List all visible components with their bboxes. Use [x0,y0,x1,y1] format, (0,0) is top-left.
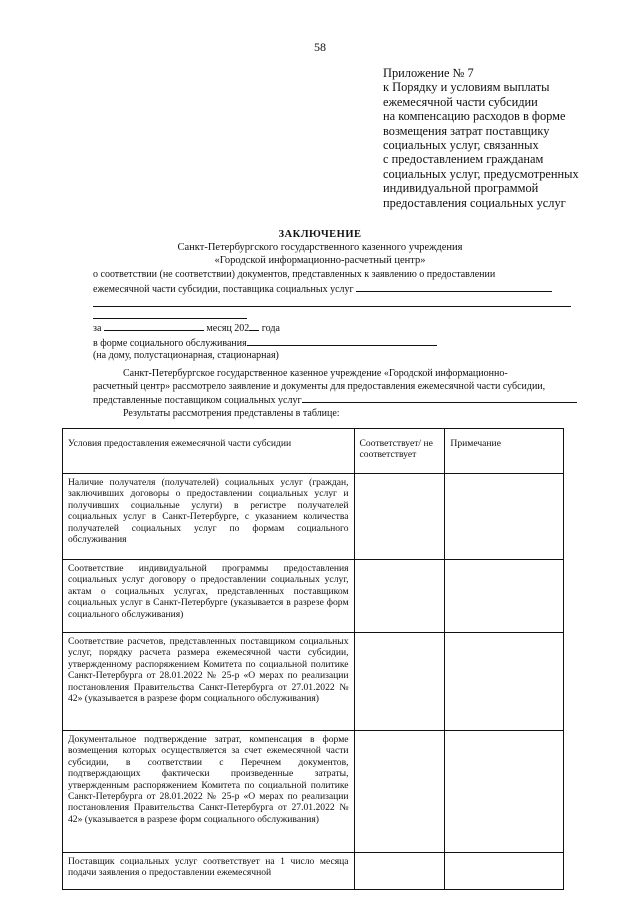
note-cell[interactable] [445,633,564,731]
compliance-cell[interactable] [354,560,445,633]
appendix-line: к Порядку и условиям выплаты [383,80,550,95]
table-row [63,633,564,731]
compliance-cell[interactable] [354,731,445,853]
intro-line-text: ежемесячной части субсидии, поставщика социальных услуг [93,283,354,295]
condition-cell: Соответствие индивидуальной программы предоставления социальных услуг договору о предоставлении социальных услуг, актам о социальных услугах, представленных поставщиком социальных услуг в Санкт-Петербурге (указывается в разрезе форм социального обслуживания) [63,560,355,633]
month-blank[interactable] [104,321,204,331]
appendix-line: социальных услуг, предусмотренных [383,166,579,181]
note-cell[interactable] [445,853,564,890]
blank-line[interactable] [93,306,571,307]
header-compliance: Соответствует/ не соответствует [354,429,445,474]
compliance-cell[interactable] [354,633,445,731]
supplier-name-blank[interactable] [356,282,552,292]
table-row [63,731,564,853]
intro-line [93,282,571,297]
document-title [0,228,640,267]
period-line [93,321,571,336]
form-label: в форме социального обслуживания [93,337,247,349]
paragraph-line: расчетный центр» рассмотрело заявление и документы для предоставления ежемесячной части субсидии, [93,380,546,392]
blank-line[interactable] [93,318,247,319]
table-row [63,474,564,560]
table-row [63,853,564,890]
paragraph-line: Санкт-Петербургское государственное казенное учреждение «Городской информационно- [123,368,508,379]
appendix-line: предоставления социальных услуг [383,195,566,210]
appendix-line: индивидуальной программой [383,181,539,196]
year-blank[interactable] [249,321,259,331]
results-table [62,428,564,890]
paragraph-line [93,393,571,408]
appendix-line: с предоставлением гражданам [383,152,544,167]
intro-block [93,269,571,296]
paragraph-line-text: представленные поставщиком социальных услуг [93,395,302,407]
supplier-blank[interactable] [302,393,577,403]
header-conditions: Условия предоставления ежемесячной части субсидии [63,429,355,474]
appendix-line: ежемесячной части субсидии [383,94,538,109]
page-number: 58 [314,40,326,54]
form-line [93,336,571,351]
period-year: года [261,323,280,334]
appendix-line: социальных услуг, связанных [383,138,539,153]
form-note: (на дому, полустационарная, стационарная) [93,350,279,362]
paragraph-line: Результаты рассмотрения представлены в таблице: [123,407,340,419]
note-cell[interactable] [445,560,564,633]
table-row [63,560,564,633]
period-month: месяц 202 [206,323,250,334]
title-heading: ЗАКЛЮЧЕНИЕ [278,229,362,240]
form-blank[interactable] [247,336,437,346]
table-header-row [63,429,564,474]
condition-cell: Наличие получателя (получателей) социальных услуг (граждан, заключивших договоры о предоставлении социальных услуг и получивших социальные услуги) в регистре получателей социальных услуг в Санкт-Петербурге, с указанием количества получателей социальных услуг по формам социального обслуживания [63,474,355,560]
compliance-cell[interactable] [354,853,445,890]
appendix-block [383,66,623,210]
note-cell[interactable] [445,731,564,853]
condition-cell: Поставщик социальных услуг соответствует на 1 число месяца подачи заявления о предоставлении ежемесячной [63,853,355,890]
appendix-line: Приложение № 7 [383,66,474,80]
condition-cell: Соответствие расчетов, представленных поставщиком социальных услуг, порядку расчета размера ежемесячной части субсидии, утвержденному распоряжением Комитета по социальной политике Санкт-Петербурга от 28.01.2022 № 25-р «О мерах по реализации постановления Правительства Санкт-Петербурга от 27.01.2022 № 42» (указывается в разрезе форм социального обслуживания) [63,633,355,731]
note-cell[interactable] [445,474,564,560]
period-za: за [93,323,102,334]
intro-line: о соответствии (не соответствии) документов, представленных к заявлению о предоставлении [93,269,496,280]
period-block [93,321,571,363]
condition-cell: Документальное подтверждение затрат, компенсация в форме возмещения которых осуществляется за счет ежемесячной части субсидии, в соответствии с Перечнем документов, подтверждающих фактически произведенные затраты, утвержденным распоряжением Комитета по социальной политике Санкт-Петербурга от 28.01.2022 № 25-р «О мерах по реализации постановления Правительства Санкт-Петербурга от 27.01.2022 № 42» (указывается в разрезе форм социального обслуживания) [63,731,355,853]
appendix-line: возмещения затрат поставщику [383,123,550,138]
header-note: Примечание [445,429,564,474]
title-org-line: Санкт-Петербургского государственного казенного учреждения [177,242,463,253]
appendix-line: на компенсацию расходов в форме [383,109,566,124]
compliance-cell[interactable] [354,474,445,560]
title-org-line: «Городской информационно-расчетный центр» [214,255,426,266]
review-paragraph [93,368,571,420]
